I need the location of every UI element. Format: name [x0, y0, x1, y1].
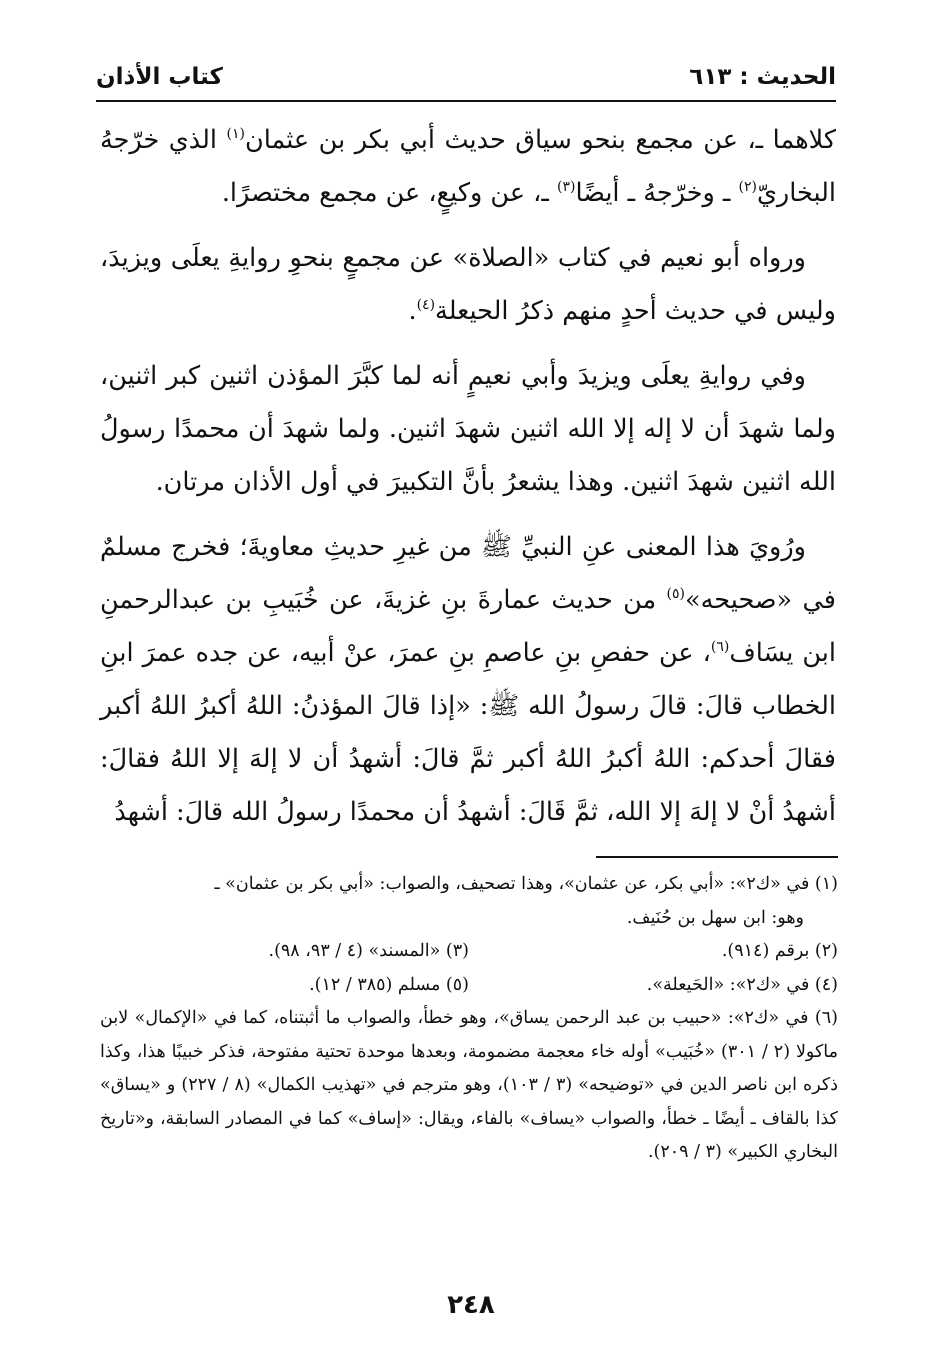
- footnote-1: (١) في «ك٢»: «أبي بكر، عن عثمان»، وهذا تصحيف، والصواب: «أبي بكر بن عثمان» ـ: [214, 874, 838, 894]
- footnote-ref-6: (٦): [710, 639, 730, 655]
- footnote-ref-4: (٤): [416, 297, 436, 313]
- hadith-number-label: الحديث : ٦١٣: [689, 64, 836, 90]
- footnote-5: (٥) مسلم (٣٨٥ / ١٢).: [309, 974, 469, 995]
- footnote-1-continued: وهو: ابن سهل بن حُنَيف.: [626, 907, 804, 928]
- footnote-ref-3: (٣): [556, 179, 576, 195]
- book-title: كتاب الأذان: [96, 64, 223, 90]
- paragraph-1: كلاهما ـ، عن مجمع بنحو سياق حديث أبي بكر بن عثمان$^{(١)}$ الذي خرّجهُ البخاريّ$^{(٢)}$ ـ وخرّجهُ ـ أيضًا$^{(٣)}$ ـ، عن وكيعٍ، عن مجمع مختصرًا.: [100, 125, 836, 208]
- footnote-4: (٤) في «ك٢»: «الحَيعلة».: [646, 974, 838, 995]
- main-text: [100, 114, 836, 851]
- page-number: ٢٤٨: [447, 1290, 495, 1320]
- footnote-2: (٢) برقم (٩١٤).: [721, 941, 838, 961]
- paragraph-2: ورواه أبو نعيم في كتاب «الصلاة» عن مجمعٍ بنحوِ روايةِ يعلَى ويزيدَ، وليس في حديث أحدٍ منهم ذكرُ الحيعلة$^{(٤)}$.: [100, 243, 836, 326]
- footnote-row-4-5: [100, 969, 838, 1003]
- header-rule: [96, 100, 836, 102]
- footnote-6: (٦) في «ك٢»: «حبيب بن عبد الرحمن يساق»، وهو خطأ، والصواب ما أثبتناه، كما في «الإكمال» لابن ماكولا (٢ / ٣٠١) «خُبَيب» أوله خاء معجمة مضمومة، وبعدها موحدة تحتية مفتوحة، فذكر خبيبًا هذا، وكذا ذكره ابن ناصر الدين في «توضيحه» (٣ / ١٠٣)، وهو مترجم في «تهذيب الكمال» (٨ / ٢٢٧) و «يساق» كذا بالقاف ـ أيضًا ـ خطأ، والصواب «يساف» بالفاء، ويقال: «إساف» كما في المصادر السابقة، و«تاريخ البخاري الكبير» (٣ / ٢٠٩).: [100, 1008, 838, 1162]
- footnote-row-2-3: [100, 935, 838, 969]
- footnote-ref-2: (٢): [738, 179, 757, 195]
- footnote-separator: [596, 856, 838, 858]
- footnote-ref-5: (٥): [666, 586, 686, 602]
- footnotes: [100, 868, 838, 1170]
- footnote-ref-1: (١): [226, 126, 245, 142]
- running-header: [96, 62, 836, 102]
- footnote-3: (٣) «المسند» (٤ / ٩٣، ٩٨).: [268, 941, 469, 961]
- paragraph-3: وفي روايةِ يعلَى ويزيدَ وأبي نعيمٍ أنه لما كبَّرَ المؤذن اثنين كبر اثنين، ولما شهدَ أن لا إله إلا الله اثنين شهدَ اثنين. ولما شهدَ أن محمدًا رسولُ الله اثنين شهدَ اثنين. وهذا يشعرُ بأنَّ التكبيرَ في أول الأذان مرتان.: [100, 361, 836, 497]
- paragraph-4: ورُويَ هذا المعنى عنِ النبيِّ ﷺ من غيرِ حديثِ معاويةَ؛ فخرج مسلمٌ في «صحيحه»$^{(٥)}$ من حديث عمارةَ بنِ غزيةَ، عن خُبَيبِ بن عبدالرحمنِ ابن يسَاف$^{(٦)}$، عن حفصِ بنِ عاصمِ بنِ عمرَ، عنْ أبيه، عن جده عمرَ ابنِ الخطاب قالَ: قالَ رسولُ الله ﷺ: «إذا قالَ المؤذنُ: اللهُ أكبرُ اللهُ أكبر فقالَ أحدكم: اللهُ أكبرُ اللهُ أكبر ثمَّ قالَ: أشهدُ أن لا إلهَ إلا اللهُ فقالَ: أشهدُ أنْ لا إلهَ إلا الله، ثمَّ قَالَ: أشهدُ أن محمدًا رسولُ الله قالَ: أشهدُ: [100, 532, 836, 827]
